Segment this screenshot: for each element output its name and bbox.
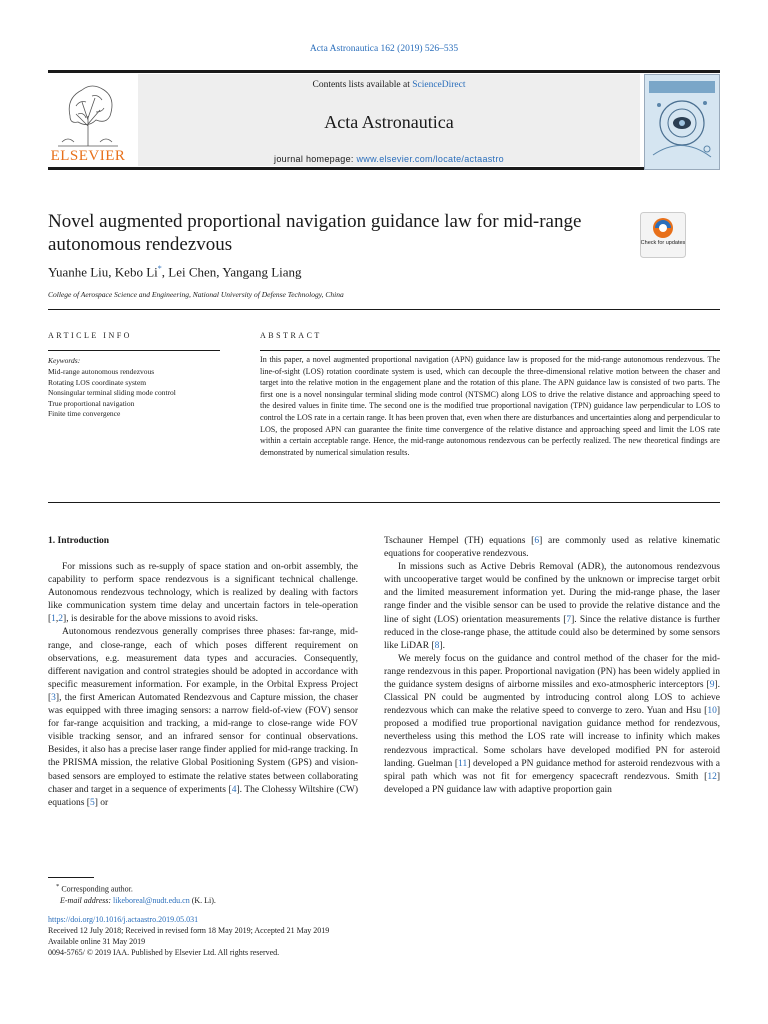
email-label: E-mail address: — [60, 895, 112, 905]
body-text: ]. The Clohessy Wiltshire (CW) equations [ — [48, 784, 359, 808]
keyword-item: Rotating LOS coordinate system — [48, 377, 147, 387]
body-paragraph — [48, 626, 358, 809]
elsevier-wordmark: ELSEVIER — [50, 148, 126, 164]
citation-link[interactable]: 4 — [231, 784, 237, 795]
header-bottom-rule — [48, 167, 720, 170]
citation-link[interactable]: 6 — [534, 536, 540, 546]
citation-link[interactable]: 1 — [51, 614, 56, 625]
email-link[interactable]: likeboreal@nudt.edu.cn — [113, 895, 190, 905]
keyword-item: Nonsingular terminal sliding mode control — [48, 388, 176, 398]
footnote-mark: * — [56, 883, 60, 890]
homepage-prefix: journal homepage: — [274, 154, 357, 164]
abstract-heading: ABSTRACT — [260, 331, 322, 340]
contents-available — [138, 80, 640, 90]
body-column-left — [48, 561, 358, 810]
corresponding-author-note: Corresponding author. — [61, 884, 133, 894]
keyword-item: Finite time convergence — [48, 409, 121, 419]
author-name[interactable]: Yuanhe Liu — [48, 264, 109, 280]
journal-homepage — [138, 154, 640, 164]
received-dates: Received 12 July 2018; Received in revised form 18 May 2019; Accepted 21 May 2019 — [48, 926, 330, 935]
body-column-right — [384, 535, 720, 797]
keywords-label: Keywords: — [48, 356, 81, 365]
body-paragraph — [48, 561, 358, 626]
body-text: Tschauner Hempel (TH) equations [ — [384, 536, 535, 546]
citation-link[interactable]: 10 — [707, 706, 717, 717]
footnote-rule — [48, 877, 94, 878]
author-affiliation: College of Aerospace Science and Engineering, National University of Defense Technology, China — [48, 290, 344, 299]
abstract-rule — [260, 350, 720, 351]
body-text: ] proposed a modified true proportional navigation guidance method for rendezvous, nevertheless using this method the LOS rate will increase to infinity which makes rendezvous impractical. Some scholars have developed modified PN for asteroid landing. Guelman [ — [384, 706, 720, 769]
journal-title: Acta Astronautica — [324, 112, 454, 132]
citation-link[interactable]: 3 — [51, 692, 56, 703]
copyright-notice: 0094-5765/ © 2019 IAA. Published by Elsevier Ltd. All rights reserved. — [48, 948, 280, 957]
keyword-item: Mid-range autonomous rendezvous — [48, 367, 155, 376]
body-text: ], the first American Automated Rendezvous and Capture mission, the chaser was equipped with three imaging sensors: a narrow field-of-view (FOV) sensor for far-range acquisition and tracking, a mid-range to close-range wide FOV visible tracking sensor, and an infrared sensor for continual observations. Besides, it also has a precise laser range finder applied for mid-range tracking. In the PRISMA mission, the relative Global Positioning System (GPS) and vision-based sensors are employed to estimate the relative states between collaborating chaser and target in a sequence of experiments [ — [48, 692, 358, 795]
journal-cover-image[interactable] — [644, 74, 720, 170]
author-list: Yuanhe Liu, Kebo Li*, Lei Chen, Yangang Liang — [48, 264, 302, 280]
body-text: ] or — [94, 797, 109, 808]
publication-info — [48, 914, 329, 958]
body-text: Autonomous rendezvous generally comprises three phases: far-range, mid-range, and close-range, each of which poses different requirement on observations, e.g. measurement data types and accuracies. Consequently, different navigation and control strategies should be adopted in accordance with specific measurement information. For example, in the Orbital Express Project [ — [48, 627, 358, 703]
author-name[interactable]: Lei Chen — [168, 264, 217, 280]
body-text: ]. Classical PN could be augmented by introducing control along LOS to achieve rendezvous which can make the relative speed to converge to zero. Yuan and Hsu [ — [384, 680, 720, 717]
body-text: , — [55, 614, 59, 625]
body-text: ]. — [439, 640, 445, 651]
sciencedirect-link[interactable]: ScienceDirect — [412, 80, 466, 90]
body-text: ]. Since the relative distance is further reduced in the close-range phase, the attitude could also be determined by some sensors like LiDAR [ — [384, 614, 720, 651]
abstract-divider — [48, 502, 720, 503]
body-text: ] developed a PN guidance method for asteroid rendezvous with a spiral path which was not fit for emergency spacecraft rendezvous. Smith [ — [384, 758, 720, 782]
title-divider — [48, 309, 720, 310]
body-paragraph — [384, 561, 720, 653]
author-name[interactable]: Kebo Li — [114, 264, 158, 280]
citation-link[interactable]: 8 — [434, 640, 440, 651]
homepage-link[interactable]: www.elsevier.com/locate/actaastro — [356, 154, 504, 164]
check-for-updates-button[interactable] — [640, 212, 686, 258]
citation-link[interactable]: 9 — [709, 680, 715, 691]
citation-link[interactable]: 12 — [707, 771, 717, 782]
keyword-list — [48, 367, 176, 420]
footnote — [48, 881, 216, 906]
body-text: ] are commonly used as relative kinematic equations for cooperative rendezvous. — [384, 536, 720, 560]
body-text: ], is desirable for the above missions to avoid risks. — [63, 614, 259, 625]
body-paragraph — [384, 535, 720, 561]
contents-prefix: Contents lists available at — [312, 80, 413, 90]
journal-banner — [138, 74, 640, 166]
check-for-updates-label: Check for updates — [640, 240, 686, 246]
journal-header — [48, 70, 720, 170]
body-text: In missions such as Active Debris Removal (ADR), the autonomous rendezvous with uncooperative target would be confined by the unknown or imprecise target orbit and the limited measurement information yet. During the mid-range phase, the laser range finder and the visible sensor can be used to provide the relative distance and the line of sight (LOS) orientation measurements [ — [384, 562, 720, 625]
cover-art-icon — [645, 75, 719, 169]
citation-link[interactable]: 11 — [458, 758, 468, 769]
body-text: For missions such as re-supply of space station and on-orbit assembly, the capability to perform space rendezvous is a significant technical challenge. Autonomous rendezvous technology, which is realized by dealing with factors like communication system time delay and uncertain factors in tele-operation [ — [48, 562, 358, 625]
article-title-line-1: Novel augmented proportional navigation guidance law for mid-range — [48, 211, 582, 232]
header-top-rule — [48, 70, 720, 73]
body-text: ] developed a PN guidance law with adaptive proportion gain — [384, 771, 720, 795]
email-suffix: (K. Li). — [189, 895, 216, 905]
citation-link[interactable]: 7 — [566, 614, 572, 625]
corresponding-author-mark[interactable]: * — [157, 264, 162, 273]
abstract-text: In this paper, a novel augmented proportional navigation (APN) guidance law is proposed for the mid-range autonomous rendezvous. The line-of-sight (LOS) rotation coordinate system is used, which can decouple the three-dimensional relative motion between the chaser and target into the relative motion in the engagement plane and the rotation of this plane. The APN guidance law is consisted of two parts. The first one is a novel nonsingular terminal sliding mode control (NTSMC) along LOS to drive the relative distance and approaching speed to the desired values in finite time. The second one is the modified true proportional navigation (TPN) guidance law perpendicular to LOS to control the LOS rate in a certain range. It has been proven that, even when there are disturbances and uncertainties along and perpendicular to LOS, the proposed APN can guarantee the finite time convergence of the relative distance and approaching speed and limit the LOS rate within a certain acceptable range. Hence, the mid-range autonomous rendezvous can be perfectly realized. The new theoretical findings are demonstrated by numerical simulation results. — [260, 355, 720, 457]
available-online: Available online 31 May 2019 — [48, 937, 146, 946]
body-text: We merely focus on the guidance and control method of the chaser for the mid-range rendezvous in this paper. Proportional navigation (PN) has been widely applied in the guidance system designs of airborne missiles and exo-atmospheric interceptors [ — [384, 653, 720, 691]
article-info-rule — [48, 350, 220, 351]
doi-link[interactable]: https://doi.org/10.1016/j.actaastro.2019.05.031 — [48, 915, 199, 924]
check-for-updates-icon — [640, 212, 686, 258]
keyword-item: True proportional navigation — [48, 398, 135, 408]
article-title-line-2: autonomous rendezvous — [48, 234, 233, 255]
journal-reference-link[interactable]: Acta Astronautica 162 (2019) 526–535 — [309, 44, 459, 54]
section-heading-introduction: 1. Introduction — [48, 536, 110, 546]
article-title — [48, 210, 628, 256]
article-info-heading: ARTICLE INFO — [48, 331, 132, 340]
citation-link[interactable]: 5 — [89, 797, 95, 808]
citation-link[interactable]: 2 — [58, 614, 64, 625]
body-paragraph — [384, 653, 720, 797]
author-name[interactable]: Yangang Liang — [222, 264, 302, 280]
